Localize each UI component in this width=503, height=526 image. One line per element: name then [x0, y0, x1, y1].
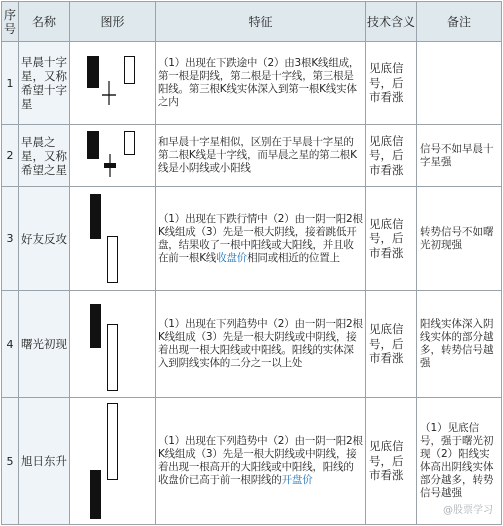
bearish-candle	[90, 194, 101, 239]
header-note: 备注	[417, 2, 502, 42]
pattern-figure	[70, 398, 156, 525]
pattern-name: 早晨十字星，又称希望十字星	[19, 42, 70, 125]
bullish-candle	[124, 57, 134, 84]
pattern-note: 信号不如早晨十字星强	[417, 125, 502, 187]
table-row	[2, 291, 502, 398]
feature-text: 相同或相近的位置上	[247, 251, 340, 264]
pattern-figure	[70, 291, 156, 398]
header-shape: 图形	[70, 2, 156, 42]
header-num: 序号	[2, 2, 19, 42]
pattern-figure	[70, 187, 156, 291]
bullish-candle	[107, 325, 117, 391]
row-num: 1	[2, 42, 19, 125]
morning-star-figure	[73, 126, 153, 186]
pattern-note: 阳线实体深入阴线实体的部分越多，转势信号越强	[417, 291, 502, 398]
morning-doji-star-figure	[73, 43, 153, 123]
row-num: 5	[2, 398, 19, 525]
bullish-candle	[107, 236, 117, 282]
row-num: 3	[2, 187, 19, 291]
piercing-line-figure	[73, 292, 153, 396]
header-row	[2, 2, 502, 42]
bearish-candle	[87, 56, 99, 88]
table-row	[2, 187, 502, 291]
closing-price-link[interactable]: 收盘价	[216, 251, 248, 264]
bearish-candle	[90, 304, 101, 348]
pattern-meaning: 见底信号，后市看涨	[366, 187, 417, 291]
table-row	[2, 125, 502, 187]
pattern-feature: 和早晨十字星相似，区别在于早晨十字星的第二根K线是十字线，而早晨之星的第二根K线是小阴线或小阳线	[156, 125, 366, 187]
counterattack-figure	[73, 189, 153, 289]
candlestick-pattern-table	[1, 1, 502, 525]
bearish-candle	[90, 470, 101, 519]
table-row	[2, 42, 502, 125]
header-name: 名称	[19, 2, 70, 42]
pattern-feature	[156, 398, 366, 525]
feature-text: （1）出现在下跌行情中（2）由一阴一阳2根K线组成（3）先是一根大阴线，接着跳低开盘，结果收了一根中阳线或大阳线，并且收在前一根K线	[158, 212, 363, 264]
pattern-figure	[70, 125, 156, 187]
pattern-name: 旭日东升	[19, 398, 70, 525]
pattern-note: 转势信号不如曙光初现强	[417, 187, 502, 291]
small-bearish-candle	[104, 163, 116, 168]
pattern-name: 早晨之星，又称希望之星	[19, 125, 70, 187]
pattern-note	[417, 42, 502, 125]
pattern-feature	[156, 187, 366, 291]
pattern-feature: （1）出现在下列趋势中（2）由一阴一阳2根K线组成（3）先是一根大阴线或中阴线，接着出现一根大阳线或中阳线。阳线的实体深入到阴线实体的二分之一以上处	[156, 291, 366, 398]
pattern-meaning: 见底信号，后市看涨	[366, 125, 417, 187]
pattern-meaning: 见底信号，后市看涨	[366, 291, 417, 398]
opening-price-link[interactable]: 开盘价	[281, 474, 313, 486]
pattern-name: 曙光初现	[19, 291, 70, 398]
pattern-figure	[70, 42, 156, 125]
header-feature: 特征	[156, 2, 366, 42]
rising-sun-figure	[73, 399, 153, 523]
bullish-candle	[107, 404, 117, 480]
pattern-meaning: 见底信号，后市看涨	[366, 42, 417, 125]
pattern-feature: （1）出现在下跌途中（2）由3根K线组成，第一根是阴线，第二根是十字线，第三根是阳线。第三根K线实体深入到第一根K线实体之内	[156, 42, 366, 125]
feature-text: （1）出现在下列趋势中（2）由一阴一阳2根K线组成（3）先是一根大阴线或中阴线，接着出现一根高开的大阳线或中阳线，阳线的收盘价已高于前一根阴线的	[158, 435, 363, 486]
watermark: @股票学习	[443, 505, 493, 516]
pattern-note: （1）见底信号，强于曙光初现（2）阳线实体高出阴线实体部分越多，转势信号越强	[417, 398, 502, 525]
row-num: 4	[2, 291, 19, 398]
table-row	[2, 398, 502, 525]
pattern-name: 好友反攻	[19, 187, 70, 291]
header-meaning: 技术含义	[366, 2, 417, 42]
pattern-meaning: 见底信号，后市看涨	[366, 398, 417, 525]
bearish-candle	[87, 131, 99, 159]
row-num: 2	[2, 125, 19, 187]
bullish-candle	[124, 131, 134, 154]
